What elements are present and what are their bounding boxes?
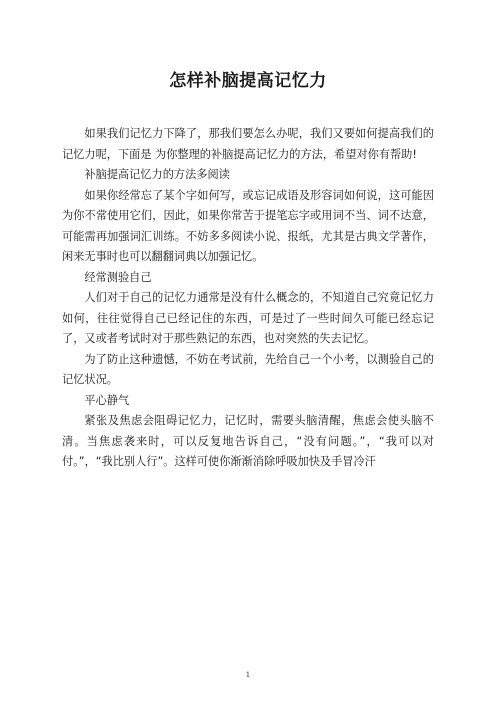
document-title: 怎样补脑提高记忆力 bbox=[169, 71, 327, 91]
section-heading-calm: 平心静气 bbox=[84, 393, 130, 407]
page-number: 1 bbox=[245, 671, 251, 679]
section-heading-reading: 补脑提高记忆力的方法多阅读 bbox=[84, 168, 230, 181]
self-test-paragraph: 人们对于自己的记忆力通常是没有什么概念的，不知道自己究竟记忆力如何，往往觉得自己已经记住的东西，可是过了一些时间久可能已经忘记了，又或者考试时对于那些熟记的东西，也对突然的失去记忆。 bbox=[62, 291, 434, 345]
calm-paragraph: 紧张及焦虑会阻碍记忆力，记忆时，需要头脑清醒，焦虑会使头脑不清。当焦虑袭来时，可以反复地告诉自己，“没有问题。”，“我可以对付。”，“我比别人行”。这样可使你渐渐消除呼吸加快及手冒冷汗 bbox=[62, 414, 434, 468]
self-test-advice-paragraph: 为了防止这种遗憾，不妨在考试前，先给自己一个小考，以测验自己的记忆状况。 bbox=[62, 352, 434, 386]
section-heading-self-test: 经常测验自己 bbox=[84, 270, 152, 284]
intro-paragraph: 如果我们记忆力下降了，那我们要怎么办呢，我们又要如何提高我们的记忆力呢，下面是 为你整理的补脑提高记忆力的方法，希望对你有帮助! bbox=[62, 127, 434, 161]
reading-paragraph: 如果你经常忘了某个字如何写，或忘记成语及形容词如何说，这可能因为你不常使用它们，因此，如果你常苦于提笔忘字或用词不当、词不达意，可能需再加强词汇训练。不妨多多阅读小说、报纸，尤其是古典文学著作，闲来无事时也可以翻翻词典以加强记忆。 bbox=[62, 188, 434, 263]
document-body bbox=[62, 124, 434, 473]
